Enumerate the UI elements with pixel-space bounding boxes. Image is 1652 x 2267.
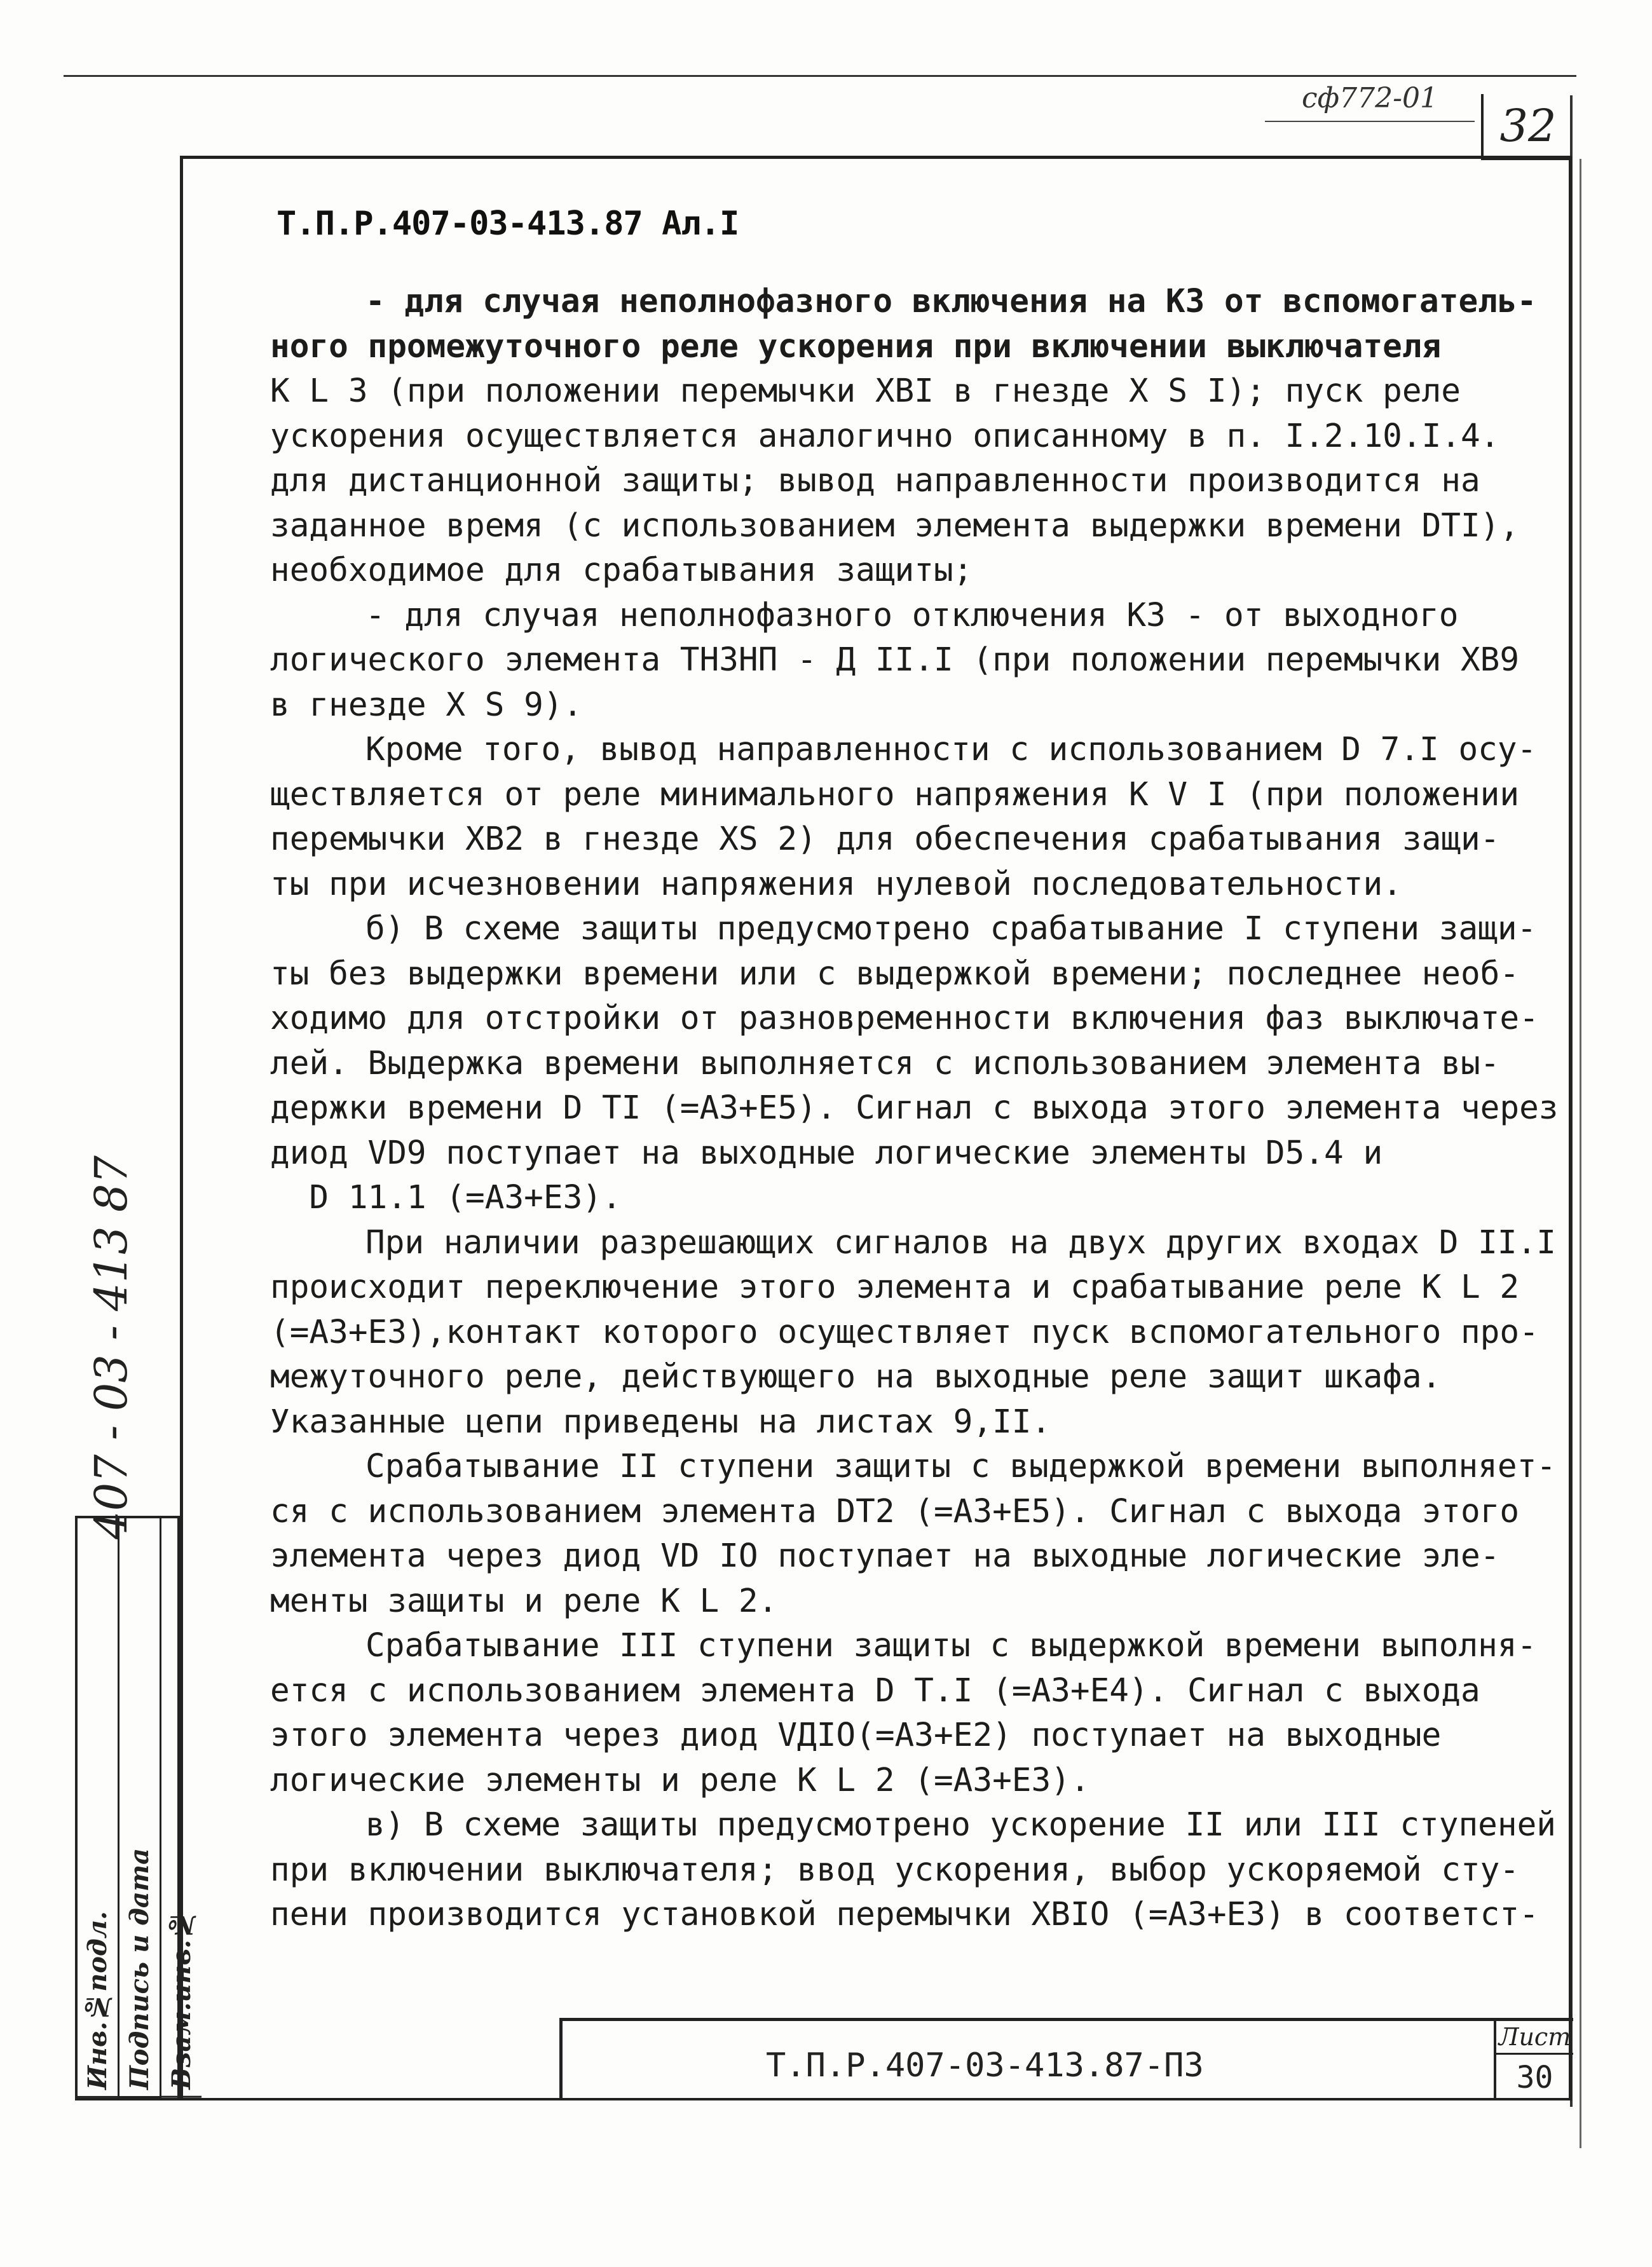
text-line: в) В схеме защиты предусмотрено ускорение II или III ступеней [365, 1806, 1556, 1844]
text-line: пени производится установкой перемычки ХВIO (=А3+Е3) в соответст- [270, 1896, 1539, 1933]
stamp-cell-inv [78, 1518, 119, 2098]
title-block [559, 2018, 1573, 2100]
body-text [270, 280, 1559, 1938]
stamp-cell-vzam [161, 1518, 201, 2098]
text-line: происходит переключение этого элемента и срабатывание реле К L 2 [270, 1269, 1520, 1306]
text-line: ходимо для отстройки от разновременности включения фаз выключате- [270, 1000, 1539, 1037]
stamp-vzam: Взам.инв.№ [161, 1903, 201, 2098]
text-line: менты защиты и реле К L 2. [270, 1582, 778, 1620]
text-line: необходимое для срабатывания защиты; [270, 552, 973, 589]
text-line: Срабатывание II ступени защиты с выдержкой времени выполняет- [365, 1448, 1556, 1485]
text-line: - для случая неполнофазного включения на КЗ от вспомогатель- [365, 283, 1537, 320]
text-line: Срабатывание III ступени защиты с выдержкой времени выполня- [365, 1627, 1537, 1665]
text-line: К L 3 (при положении перемычки ХВI в гнезде Х S I); пуск реле [270, 372, 1461, 410]
text-line: заданное время (с использованием элемента выдержки времени DTI), [270, 507, 1520, 545]
text-line: - для случая неполнофазного отключения КЗ - от выходного [365, 596, 1459, 634]
archive-code: сф772-01 [1265, 76, 1475, 122]
text-line: ты без выдержки времени или с выдержкой времени; последнее необ- [270, 955, 1520, 993]
text-line: ся с использованием элемента DT2 (=А3+Е5). Сигнал с выхода этого [270, 1492, 1520, 1530]
title-block-code: Т.П.Р.407-03-413.87-ПЗ [766, 2046, 1204, 2085]
text-line: D 11.1 (=А3+Е3). [270, 1179, 622, 1216]
side-code-text: 407 - 03 - 413 87 [85, 1155, 138, 1539]
text-line: ты при исчезновении напряжения нулевой последовательности. [270, 865, 1402, 903]
text-line: логические элементы и реле К L 2 (=А3+Е3). [270, 1761, 1090, 1799]
stamp-column [75, 1516, 196, 2100]
document-header: Т.П.Р.407-03-413.87 Ал.I [276, 205, 739, 243]
text-line: ного промежуточного реле ускорения при включении выключателя [270, 327, 1442, 365]
text-line: элемента через диод VD IO поступает на выходные логические эле- [270, 1537, 1500, 1575]
text-line: б) В схеме защиты предусмотрено срабатывание I ступени защи- [365, 910, 1537, 948]
text-line: межуточного реле, действующего на выходные реле защит шкафа. [270, 1358, 1442, 1396]
text-line: держки времени D TI (=А3+Е5). Сигнал с выхода этого элемента через [270, 1089, 1559, 1127]
text-line: лей. Выдержка времени выполняется с использованием элемента вы- [270, 1044, 1500, 1082]
text-line: Кроме того, вывод направленности с использованием D 7.I осу- [365, 731, 1537, 768]
text-line: ускорения осуществляется аналогично описанному в п. I.2.10.I.4. [270, 417, 1500, 455]
sheet-number: 30 [1516, 2060, 1553, 2095]
page-number: 32 [1481, 94, 1573, 160]
text-line: ществляется от реле минимального напряжения К V I (при положении [270, 775, 1520, 814]
text-line: Указанные цепи приведены на листах 9,II. [270, 1403, 1051, 1441]
title-block-sheet [1494, 2021, 1573, 2100]
text-line: диод VD9 поступает на выходные логические элементы D5.4 и [270, 1134, 1383, 1172]
text-line: этого элемента через диод VДIO(=А3+Е2) поступает на выходные [270, 1717, 1442, 1754]
stamp-podpis: Подпись и дата [119, 1893, 160, 2098]
sheet-label: Лист [1496, 2021, 1573, 2055]
text-line: при включении выключателя; ввод ускорения, выбор ускоряемой сту- [270, 1851, 1520, 1889]
text-line: в гнезде Х S 9). [270, 686, 583, 724]
text-line: перемычки ХВ2 в гнезде ХS 2) для обеспечения срабатывания защи- [270, 820, 1500, 858]
text-line: для дистанционной защиты; вывод направленности производится на [270, 462, 1480, 500]
text-line: ется с использованием элемента D T.I (=А3+Е4). Сигнал с выхода [270, 1671, 1480, 1710]
text-line: логического элемента ТНЗНП - Д II.I (при положении перемычки ХВ9 [270, 641, 1520, 679]
frame-edge-outer [1580, 159, 1581, 2148]
stamp-inv-podl: Инв.№подл. [78, 1905, 118, 2098]
text-line: (=А3+Е3),контакт которого осуществляет пуск вспомогательного про- [270, 1313, 1539, 1351]
stamp-cell-podpis [119, 1518, 161, 2098]
text-line: При наличии разрешающих сигналов на двух других входах D II.I [365, 1223, 1556, 1262]
side-code [83, 1157, 140, 1538]
